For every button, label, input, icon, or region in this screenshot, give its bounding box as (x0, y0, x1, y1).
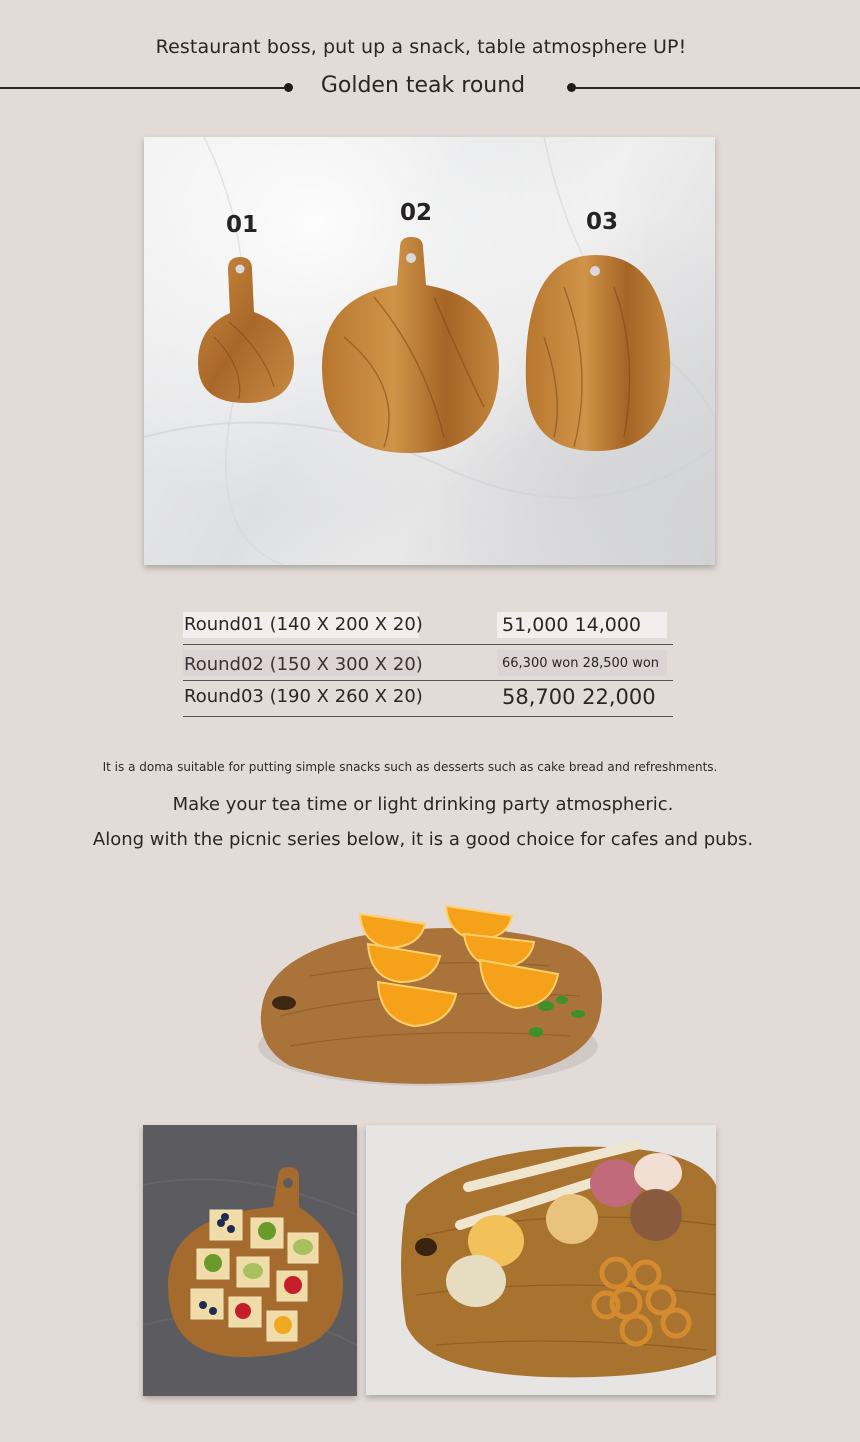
macaron-board-illustration (366, 1125, 716, 1395)
price-name: Round01 (140 X 200 X 20) (184, 614, 423, 635)
price-name: Round02 (150 X 300 X 20) (184, 654, 423, 675)
oranges-board-photo (250, 896, 610, 1096)
price-value: 66,300 won 28,500 won (502, 656, 660, 671)
board-label-01: 01 (226, 212, 259, 238)
divider-left (0, 87, 284, 89)
snack-board-illustration (143, 1125, 357, 1396)
tagline: Restaurant boss, put up a snack, table atmosphere UP! (155, 36, 687, 58)
snack-board-photo-1 (143, 1125, 357, 1396)
board-03 (526, 255, 670, 451)
divider-right (575, 87, 860, 89)
price-value: 51,000 14,000 (502, 614, 642, 636)
price-row-1 (183, 608, 673, 645)
board-01 (198, 257, 294, 403)
board-label-03: 03 (586, 209, 619, 235)
price-row-3 (183, 680, 673, 717)
divider-dot-left (284, 83, 293, 92)
product-title: Golden teak round (320, 73, 526, 98)
board-label-02: 02 (400, 200, 433, 226)
product-photo (144, 137, 715, 565)
price-value: 58,700 22,000 (502, 685, 656, 709)
price-name: Round03 (190 X 260 X 20) (184, 686, 423, 707)
board-02 (322, 237, 499, 453)
oranges-illustration (250, 896, 610, 1096)
price-row-2 (183, 644, 673, 681)
description-line-2: Along with the picnic series below, it is a good choice for cafes and pubs. (92, 829, 754, 850)
description-line-1: Make your tea time or light drinking party atmospheric. (172, 794, 674, 815)
snack-board-photo-2 (366, 1125, 716, 1395)
description-small: It is a doma suitable for putting simple snacks such as desserts such as cake bread and refreshments. (102, 760, 718, 774)
